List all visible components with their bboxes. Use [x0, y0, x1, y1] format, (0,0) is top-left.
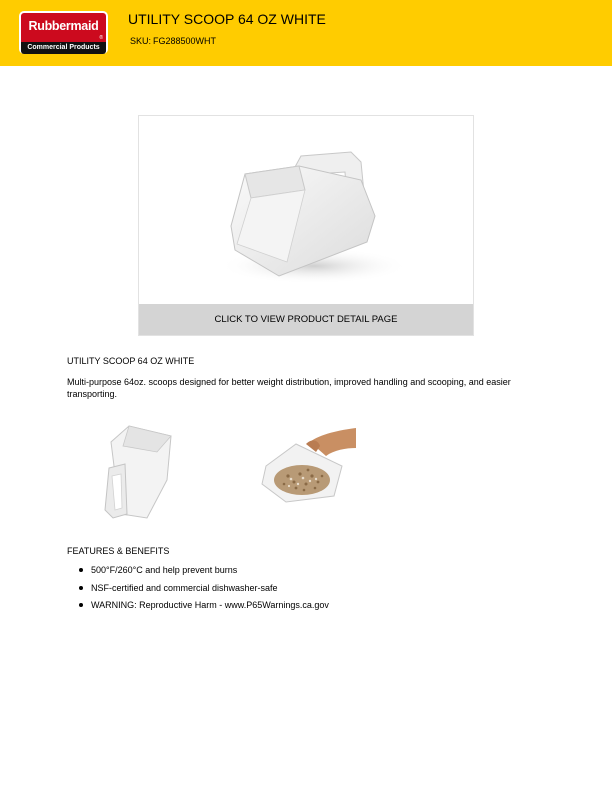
sku-line: [128, 36, 216, 46]
product-name: UTILITY SCOOP 64 OZ WHITE: [67, 356, 195, 366]
logo-subtitle: Commercial Products: [21, 42, 106, 54]
feature-item: NSF-certified and commercial dishwasher-safe: [79, 583, 329, 601]
features-heading: FEATURES & BENEFITS: [67, 546, 170, 556]
rubbermaid-logo[interactable]: [19, 11, 108, 54]
feature-item: WARNING: Reproductive Harm - www.P65Warnings.ca.gov: [79, 600, 329, 618]
sku-label: SKU:: [130, 36, 152, 46]
header-banner: [0, 0, 612, 66]
feature-item: 500°F/260°C and help prevent burns: [79, 565, 329, 583]
sku-value: FG288500WHT: [153, 36, 217, 46]
features-list: [79, 565, 329, 618]
product-description: Multi-purpose 64oz. scoops designed for better weight distribution, improved handling and scooping, and easier transporting.: [67, 377, 511, 399]
scoop-side-view-image: [95, 422, 183, 520]
hero-scoop-image: [139, 116, 473, 304]
page-title: UTILITY SCOOP 64 OZ WHITE: [128, 11, 326, 27]
hero-product-card[interactable]: [138, 115, 474, 336]
logo-registered-mark: ®: [99, 35, 103, 41]
view-product-detail-button[interactable]: CLICK TO VIEW PRODUCT DETAIL PAGE: [139, 304, 473, 335]
scoop-with-grain-image: [260, 426, 356, 504]
logo-brand-name: Rubbermaid: [28, 19, 99, 33]
